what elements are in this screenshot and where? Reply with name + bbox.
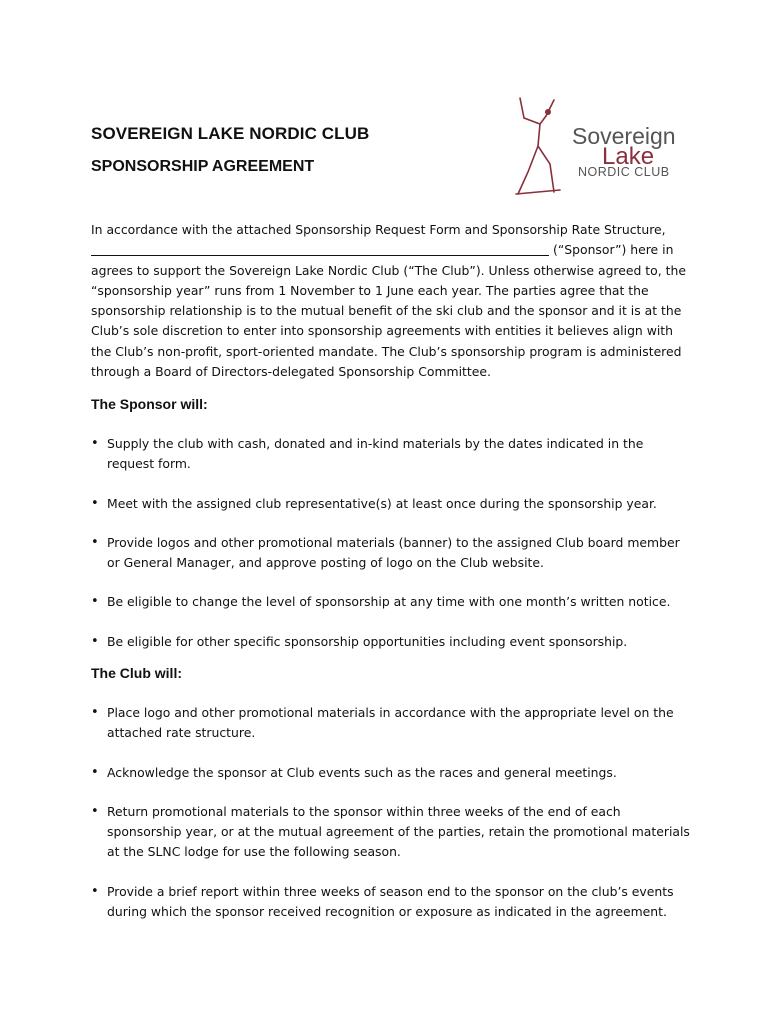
list-item: • Return promotional materials to the sponsor within three weeks of the end of each sponsorship year, or at the mutual agreement of the parties, retain the promotional materials at the SLNC lodge for use the following season. xyxy=(91,803,690,860)
logo-line1: Sovereign xyxy=(572,123,676,149)
bullet-icon: • xyxy=(91,495,99,511)
list-item: • Place logo and other promotional materials in accordance with the appropriate level on the attached rate structure. xyxy=(91,705,674,741)
logo-line2: Lake xyxy=(602,143,655,170)
sponsor-suffix: (“Sponsor”) here in xyxy=(553,242,674,258)
club-section-heading: The Club will: xyxy=(91,665,182,681)
list-item: • Acknowledge the sponsor at Club events such as the races and general meetings. xyxy=(91,763,691,783)
skier-figure-icon xyxy=(516,98,560,194)
logo-line3: NORDIC CLUB xyxy=(578,165,670,179)
list-item: • Provide a brief report within three weeks of season end to the sponsor on the club’s events during which the sponsor received recognition or exposure as indicated in the agreement. xyxy=(91,883,674,920)
document-subtitle: SPONSORSHIP AGREEMENT xyxy=(91,158,315,175)
bullet-icon: • xyxy=(91,803,99,819)
list-item: • Meet with the assigned club representative(s) at least once during the sponsorship year. xyxy=(91,494,691,514)
document-title: SOVEREIGN LAKE NORDIC CLUB xyxy=(91,124,370,143)
bullet-icon: • xyxy=(91,705,99,720)
intro-body: agrees to support the Sovereign Lake Nordic Club (“The Club”). Unless otherwise agreed to, the “sponsorship year” runs from 1 November to 1 June each year. The parties agree that the sponsorship relationship is to the mutual benefit of the ski club and the sponsor and it is at the Club’s sole discretion to enter into sponsorship agreements with entities it believes align with the Club’s non-profit, sport-oriented mandate. The Club’s sponsorship program is administered through a Board of Directors-delegated Sponsorship Committee. xyxy=(91,262,686,380)
intro-paragraph xyxy=(91,220,691,382)
bullet-icon: • xyxy=(91,594,99,610)
intro-line1: In accordance with the attached Sponsorship Request Form and Sponsorship Rate Structure, xyxy=(91,222,666,237)
bullet-icon: • xyxy=(91,436,99,451)
bullet-icon: • xyxy=(91,534,99,550)
sponsor-obligations-list xyxy=(91,434,691,652)
list-item: • Be eligible for other specific sponsorship opportunities including event sponsorship. xyxy=(91,632,691,652)
bullet-icon: • xyxy=(91,633,99,649)
list-item: • Supply the club with cash, donated and in-kind materials by the dates indicated in the request form. xyxy=(91,436,644,472)
bullet-icon: • xyxy=(91,883,99,899)
club-obligations-list xyxy=(91,703,691,922)
sponsor-section-heading: The Sponsor will: xyxy=(91,396,208,412)
list-item: • Provide logos and other promotional materials (banner) to the assigned Club board member or General Manager, and approve posting of logo on the Club website. xyxy=(91,534,680,571)
sponsor-name-blank[interactable] xyxy=(91,241,549,256)
list-item: • Be eligible to change the level of sponsorship at any time with one month’s written notice. xyxy=(91,592,691,612)
bullet-icon: • xyxy=(91,764,99,780)
club-logo xyxy=(510,94,700,198)
